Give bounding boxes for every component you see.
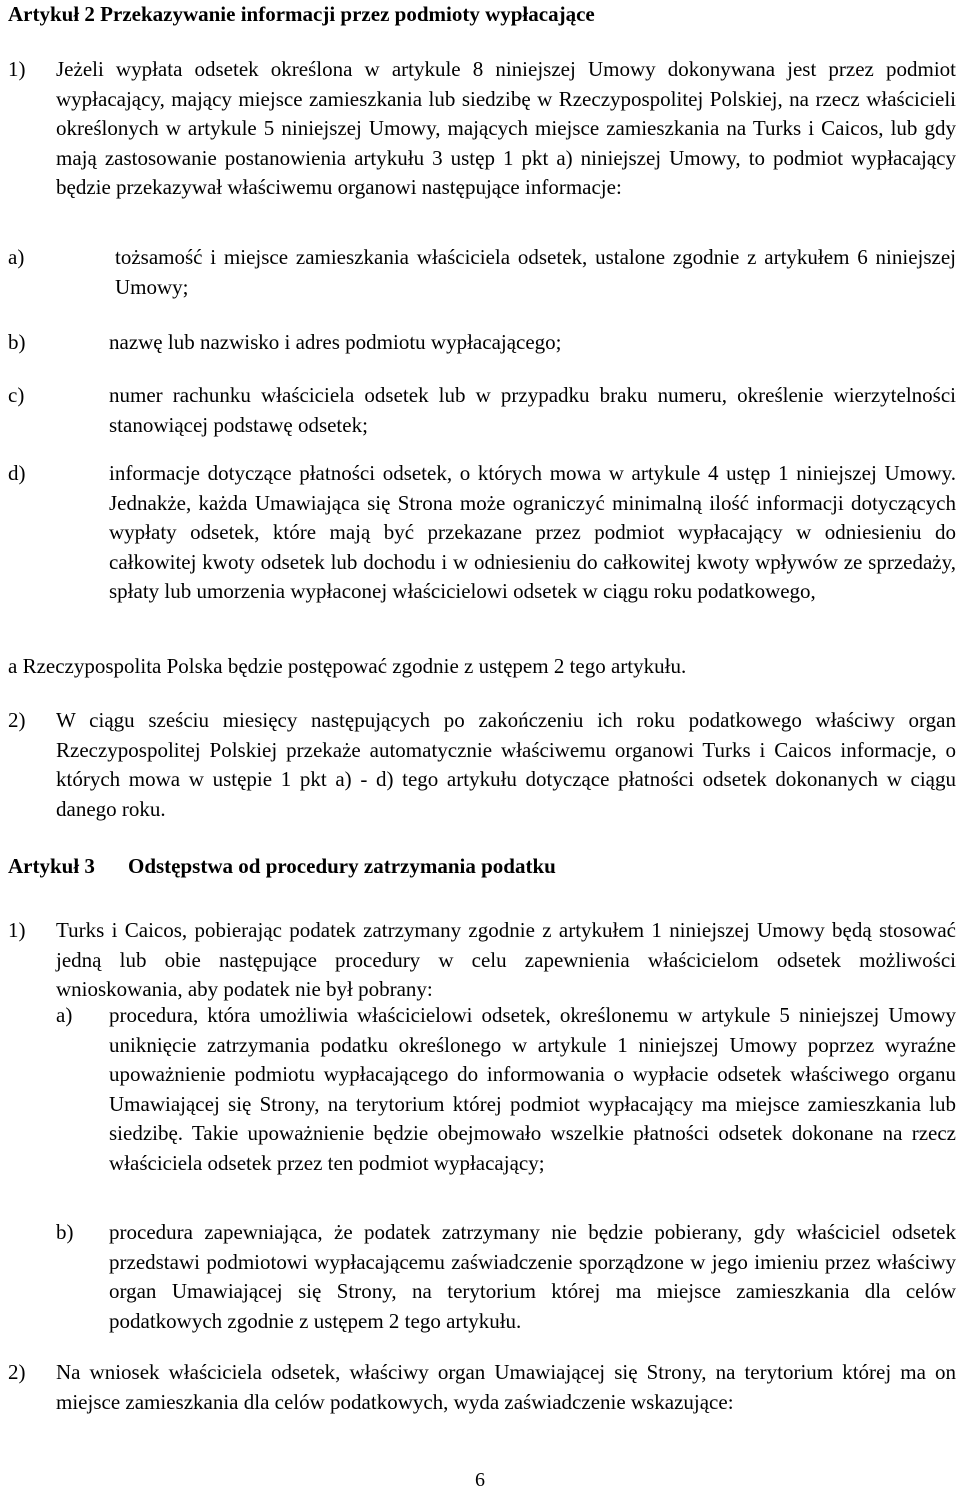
item-text: nazwę lub nazwisko i adres podmiotu wypłacającego; xyxy=(109,330,562,354)
item-label: c) xyxy=(8,383,25,407)
paragraph-text: Turks i Caicos, pobierając podatek zatrzymany zgodnie z artykułem 1 niniejszej Umowy będą stosować jedną lub obie następujące procedury w celu zapewnienia właścicielom odsetek możliwości wnioskowania, aby podatek nie był pobrany: xyxy=(56,918,956,1001)
item-text: procedura zapewniająca, że podatek zatrzymany nie będzie pobierany, gdy właściciel odsetek przedstawi podmiotowi wypłacającemu zaświadczenie sporządzone w jego imieniu przez właściwy organ Umawiającej się Strony, na terytorium której ma miejsce zamieszkania dla celów podatkowych zgodnie z ustępem 2 tego artykułu. xyxy=(109,1220,956,1333)
art2-paragraph-1 xyxy=(8,55,958,215)
item-text: numer rachunku właściciela odsetek lub w przypadku braku numeru, określenie wierzytelności stanowiącej podstawę odsetek; xyxy=(109,383,956,437)
paragraph-number: 1) xyxy=(8,57,26,81)
item-label: a) xyxy=(8,245,25,269)
page-number: 6 xyxy=(475,1469,485,1491)
item-label: b) xyxy=(8,330,26,354)
article-3-title: Odstępstwa od procedury zatrzymania podatku xyxy=(128,854,556,878)
paragraph-text: Na wniosek właściciela odsetek, właściwy organ Umawiającej się Strony, na terytorium której ma on miejsce zamieszkania dla celów podatkowych, wyda zaświadczenie wskazujące: xyxy=(56,1360,956,1414)
paragraph-number: 1) xyxy=(8,918,26,942)
item-text: informacje dotyczące płatności odsetek, o których mowa w artykule 4 ustęp 1 niniejszej Umowy. Jednakże, każda Umawiająca się Strona może ograniczyć minimalną ilość informacji dotyczących wypłaty odsetek, które mają być przekazane przez podmiot wypłacający w odniesieniu do całkowitej kwoty odsetek lub dochodu i w odniesieniu do całkowitej kwoty wpływów ze sprzedaży, spłaty lub umorzenia wypłaconej właścicielowi odsetek w ciągu roku podatkowego, xyxy=(109,461,956,603)
item-label: b) xyxy=(56,1220,74,1244)
paragraph-number: 2) xyxy=(8,1360,26,1384)
paragraph-text: Jeżeli wypłata odsetek określona w artykule 8 niniejszej Umowy dokonywana jest przez podmiot wypłacający, mający miejsce zamieszkania lub siedzibę w Rzeczypospolitej Polskiej, na rzecz właścicieli określonych w artykule 5 niniejszej Umowy, mających miejsce zamieszkania na Turks i Caicos, lub gdy mają zastosowanie postanowienia artykułu 3 ustęp 1 pkt a) niniejszej Umowy, to podmiot wypłacający będzie przekazywał właściwemu organowi następujące informacje: xyxy=(56,57,956,199)
item-text: procedura, która umożliwia właścicielowi odsetek, określonemu w artykule 5 niniejszej Umowy uniknięcie zatrzymania podatku określonego w artykule 1 niniejszej Umowy poprzez wyraźne upoważnienie podmiotu wypłacającego do informowania o wypłacie odsetek właściwego organu Umawiającej się Strony, na terytorium której podmiot wypłacający ma miejsce zamieszkania lub siedzibę. Takie upoważnienie będzie obejmowało wszelkie płatności odsetek dokonane na rzecz właściciela odsetek przez ten podmiot wypłacający; xyxy=(109,1003,956,1175)
item-label: a) xyxy=(56,1003,73,1027)
article-2-heading: Artykuł 2 Przekazywanie informacji przez podmioty wypłacające xyxy=(8,2,595,26)
item-label: d) xyxy=(8,461,26,485)
art2-closing-line: a Rzeczypospolita Polska będzie postępować zgodnie z ustępem 2 tego artykułu. xyxy=(8,654,687,678)
paragraph-text: W ciągu sześciu miesięcy następujących po zakończeniu ich roku podatkowego właściwy organ Rzeczypospolitej Polskiej przekaże automatycznie właściwemu organowi Turks i Caicos informacje, o których mowa w ustępie 1 pkt a) - d) tego artykułu dotyczące płatności odsetek dokonanych w ciągu danego roku. xyxy=(56,708,956,821)
article-3-label: Artykuł 3 xyxy=(8,854,95,878)
item-text: tożsamość i miejsce zamieszkania właściciela odsetek, ustalone zgodnie z artykułem 6 niniejszej Umowy; xyxy=(115,245,956,299)
paragraph-number: 2) xyxy=(8,708,26,732)
